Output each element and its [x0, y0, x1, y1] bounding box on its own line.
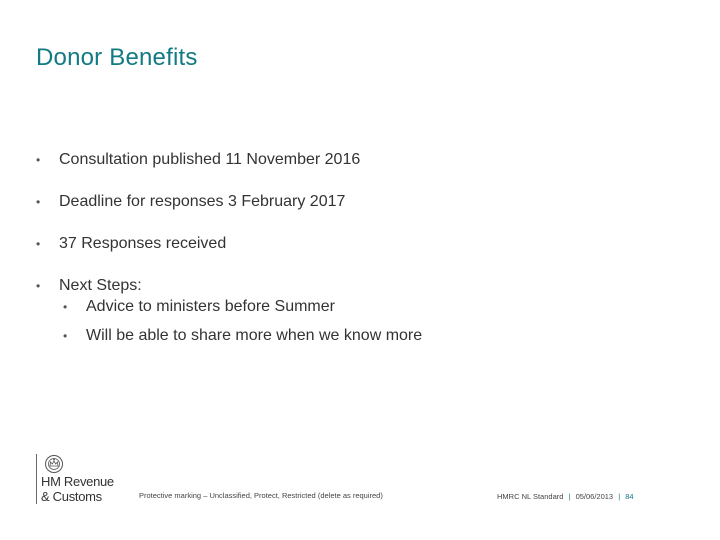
logo-divider — [36, 454, 37, 504]
footer-separator: | — [568, 492, 571, 501]
bullet-text: Consultation published 11 November 2016 — [59, 151, 361, 168]
sub-bullet-text: Will be able to share more when we know more — [86, 327, 423, 344]
crown-crest-icon — [43, 454, 65, 474]
protective-marking: Protective marking – Unclassified, Protect, Restricted (delete as required) — [139, 491, 383, 500]
bullet-text: Next Steps: — [59, 277, 142, 294]
bullet-dot: • — [63, 329, 68, 343]
hmrc-logo — [36, 452, 136, 506]
sub-bullet-text: Advice to ministers before Summer — [86, 298, 335, 315]
bullet-text: Deadline for responses 3 February 2017 — [59, 193, 346, 210]
logo-text-line1: HM Revenue — [41, 474, 114, 489]
bullet-dot: • — [36, 153, 41, 167]
bullet-dot: • — [36, 195, 41, 209]
bullet-dot: • — [36, 279, 41, 293]
bullet-dot: • — [63, 300, 68, 314]
footer-standard: HMRC NL Standard — [497, 492, 564, 501]
logo-text-line2: & Customs — [41, 489, 102, 504]
footer-info — [497, 492, 634, 501]
page-number: 84 — [625, 492, 634, 501]
bullet-text: 37 Responses received — [59, 235, 227, 252]
footer-date: 05/06/2013 — [575, 492, 614, 501]
bullet-dot: • — [36, 237, 41, 251]
footer-separator: | — [618, 492, 621, 501]
slide-title: Donor Benefits — [36, 44, 198, 71]
